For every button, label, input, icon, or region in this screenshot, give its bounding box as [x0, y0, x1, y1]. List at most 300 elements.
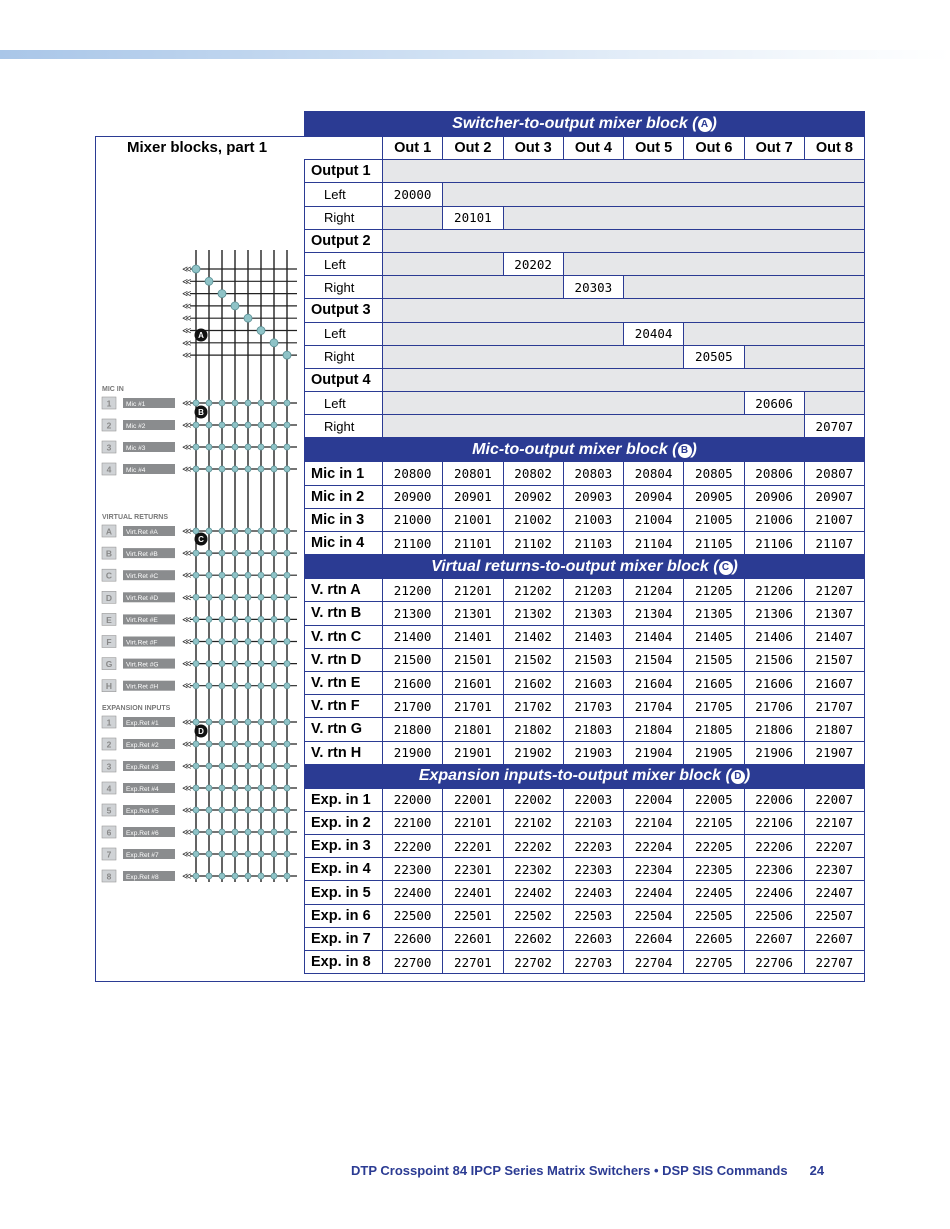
command-value: 21301 — [443, 602, 503, 625]
crosspoint-node-icon — [205, 277, 213, 285]
input-tick-icon: ≪ — [182, 301, 192, 312]
input-name: Exp.Ret #1 — [126, 719, 159, 727]
mixer-row — [305, 485, 865, 508]
mixer-row — [305, 625, 865, 648]
crosspoint-node-icon — [219, 444, 225, 450]
channel-label: Left — [305, 392, 383, 415]
command-value: 22607 — [744, 927, 804, 950]
crosspoint-node-icon — [271, 683, 277, 689]
crosspoint-node-icon — [245, 807, 251, 813]
crosspoint-node-icon — [206, 639, 212, 645]
crosspoint-node-icon — [245, 661, 251, 667]
crosspoint-node-icon — [193, 444, 199, 450]
crosspoint-node-icon — [219, 422, 225, 428]
command-value: 22403 — [563, 881, 623, 904]
command-value: 22106 — [744, 811, 804, 834]
input-tick-icon: ≪ — [182, 762, 192, 772]
command-value: 22402 — [503, 881, 563, 904]
input-number: 2 — [106, 739, 112, 750]
block-title-text: Mic-to-output mixer block ( — [472, 440, 678, 458]
crosspoint-node-icon — [193, 741, 199, 747]
empty-cells-after — [624, 276, 865, 299]
output-channel-row — [305, 183, 865, 206]
command-value: 21003 — [563, 508, 623, 531]
output-empty-span — [383, 368, 865, 391]
empty-cells-after — [744, 345, 865, 368]
command-value: 22107 — [804, 811, 864, 834]
output-channel-row — [305, 276, 865, 299]
mixer-row — [305, 811, 865, 834]
mixer-row — [305, 648, 865, 671]
crosspoint-node-icon — [271, 528, 277, 534]
command-value: 22603 — [563, 927, 623, 950]
crosspoint-node-icon — [271, 829, 277, 835]
crosspoint-node-icon — [258, 528, 264, 534]
command-value: 22600 — [383, 927, 443, 950]
command-value: 22207 — [804, 835, 864, 858]
block-marker-icon: B — [678, 444, 692, 458]
command-value: 22000 — [383, 788, 443, 811]
command-value: 22607 — [804, 927, 864, 950]
command-value: 21402 — [503, 625, 563, 648]
crosspoint-node-icon — [245, 572, 251, 578]
crosspoint-node-icon — [245, 422, 251, 428]
crosspoint-node-icon — [271, 422, 277, 428]
crosspoint-node-icon — [193, 661, 199, 667]
crosspoint-node-icon — [271, 785, 277, 791]
crosspoint-node-icon — [271, 763, 277, 769]
mixer-row — [305, 741, 865, 764]
input-name: Virt.Ret #G — [126, 661, 159, 669]
crosspoint-node-icon — [193, 422, 199, 428]
input-tick-icon: ≪ — [182, 806, 192, 816]
mixer-block-table — [304, 111, 865, 974]
mixer-row — [305, 788, 865, 811]
command-value: 21602 — [503, 671, 563, 694]
command-value: 22307 — [804, 858, 864, 881]
command-value: 21707 — [804, 695, 864, 718]
command-value: 22105 — [684, 811, 744, 834]
row-label: Mic in 4 — [305, 532, 383, 555]
crosspoint-node-icon — [232, 851, 238, 857]
command-value: 20803 — [563, 462, 623, 485]
block-title-end: ) — [744, 767, 751, 785]
command-value: 21807 — [804, 718, 864, 741]
input-tick-icon: ≪ — [182, 314, 192, 325]
command-value: 21203 — [563, 579, 623, 602]
command-value: 21007 — [804, 508, 864, 531]
command-value: 22707 — [804, 951, 864, 974]
command-value: 21307 — [804, 602, 864, 625]
command-value: 21604 — [624, 671, 684, 694]
crosspoint-node-icon — [284, 422, 290, 428]
command-value: 21401 — [443, 625, 503, 648]
crosspoint-node-icon — [284, 639, 290, 645]
input-name: Mic #3 — [126, 444, 146, 452]
row-label: Exp. in 8 — [305, 951, 383, 974]
empty-cells-after — [804, 392, 864, 415]
command-value: 22401 — [443, 881, 503, 904]
crosspoint-node-icon — [271, 400, 277, 406]
command-value: 22404 — [624, 881, 684, 904]
command-value: 21204 — [624, 579, 684, 602]
crosspoint-node-icon — [193, 550, 199, 556]
command-value: 20101 — [443, 206, 503, 229]
mixer-row — [305, 462, 865, 485]
block-marker-letter: C — [198, 535, 204, 544]
crosspoint-node-icon — [193, 719, 199, 725]
command-value: 21100 — [383, 532, 443, 555]
input-tick-icon: ≪ — [182, 338, 192, 349]
command-value: 21706 — [744, 695, 804, 718]
crosspoint-node-icon — [284, 829, 290, 835]
crosspoint-node-icon — [232, 550, 238, 556]
output-empty-span — [383, 229, 865, 252]
crosspoint-node-icon — [219, 763, 225, 769]
crosspoint-node-icon — [232, 444, 238, 450]
input-name: Exp.Ret #8 — [126, 873, 159, 881]
channel-label: Right — [305, 276, 383, 299]
crosspoint-node-icon — [245, 785, 251, 791]
empty-cells-after — [443, 183, 865, 206]
mixer-row — [305, 927, 865, 950]
mixer-crosspoint-diagram — [100, 240, 305, 890]
command-value: 22305 — [684, 858, 744, 881]
output-channel-row — [305, 345, 865, 368]
column-header-out6: Out 6 — [684, 137, 744, 160]
command-value: 20805 — [684, 462, 744, 485]
crosspoint-node-icon — [232, 422, 238, 428]
row-label: V. rtn B — [305, 602, 383, 625]
command-value: 20707 — [804, 415, 864, 438]
crosspoint-node-icon — [206, 873, 212, 879]
command-value: 21607 — [804, 671, 864, 694]
crosspoint-node-icon — [193, 851, 199, 857]
command-value: 21605 — [684, 671, 744, 694]
command-value: 22100 — [383, 811, 443, 834]
crosspoint-node-icon — [219, 785, 225, 791]
block-marker-letter: A — [198, 331, 204, 340]
input-name: Exp.Ret #6 — [126, 829, 159, 837]
crosspoint-node-icon — [245, 400, 251, 406]
command-value: 21901 — [443, 741, 503, 764]
crosspoint-node-icon — [245, 466, 251, 472]
block-title — [305, 764, 865, 788]
crosspoint-node-icon — [244, 314, 252, 322]
column-header-out7: Out 7 — [744, 137, 804, 160]
crosspoint-node-icon — [284, 763, 290, 769]
crosspoint-node-icon — [193, 807, 199, 813]
block-title-text: Virtual returns-to-output mixer block ( — [431, 557, 719, 575]
input-name: Virt.Ret #E — [126, 617, 158, 625]
input-number: 6 — [106, 827, 112, 838]
command-value: 21601 — [443, 671, 503, 694]
input-tick-icon: ≪ — [182, 740, 192, 750]
crosspoint-node-icon — [271, 572, 277, 578]
command-value: 22202 — [503, 835, 563, 858]
row-label: Exp. in 4 — [305, 858, 383, 881]
command-value: 22306 — [744, 858, 804, 881]
command-value: 20000 — [383, 183, 443, 206]
crosspoint-node-icon — [258, 550, 264, 556]
input-number: D — [105, 592, 113, 603]
input-tick-icon: ≪ — [182, 659, 192, 670]
command-value: 21906 — [744, 741, 804, 764]
command-value: 21704 — [624, 695, 684, 718]
command-value: 22502 — [503, 904, 563, 927]
command-value: 22506 — [744, 904, 804, 927]
crosspoint-node-icon — [271, 616, 277, 622]
command-value: 22205 — [684, 835, 744, 858]
crosspoint-node-icon — [232, 873, 238, 879]
crosspoint-node-icon — [232, 616, 238, 622]
command-value: 22103 — [563, 811, 623, 834]
command-value: 21104 — [624, 532, 684, 555]
command-value: 21500 — [383, 648, 443, 671]
crosspoint-node-icon — [271, 719, 277, 725]
crosspoint-node-icon — [284, 807, 290, 813]
command-value: 22507 — [804, 904, 864, 927]
input-number: F — [106, 637, 112, 647]
input-number: 4 — [106, 464, 112, 475]
input-tick-icon: ≪ — [182, 265, 192, 275]
crosspoint-node-icon — [284, 594, 290, 600]
diagram-group-label: MIC IN — [102, 386, 124, 393]
block-marker-letter: B — [198, 408, 204, 417]
crosspoint-node-icon — [284, 851, 290, 857]
command-value: 21905 — [684, 741, 744, 764]
command-value: 21102 — [503, 532, 563, 555]
command-value: 20902 — [503, 485, 563, 508]
input-number: B — [105, 548, 113, 559]
crosspoint-node-icon — [284, 400, 290, 406]
output-channel-row — [305, 322, 865, 345]
crosspoint-node-icon — [270, 339, 278, 347]
column-header-out5: Out 5 — [624, 137, 684, 160]
command-value: 22706 — [744, 951, 804, 974]
command-value: 21304 — [624, 602, 684, 625]
crosspoint-node-icon — [245, 873, 251, 879]
mixer-row — [305, 671, 865, 694]
command-value: 21802 — [503, 718, 563, 741]
crosspoint-node-icon — [245, 528, 251, 534]
crosspoint-node-icon — [232, 829, 238, 835]
output-empty-span — [383, 299, 865, 322]
command-value: 20505 — [684, 345, 744, 368]
crosspoint-node-icon — [192, 265, 200, 273]
crosspoint-node-icon — [271, 873, 277, 879]
command-value: 22004 — [624, 788, 684, 811]
command-value: 21106 — [744, 532, 804, 555]
crosspoint-node-icon — [258, 444, 264, 450]
command-value: 20806 — [744, 462, 804, 485]
crosspoint-node-icon — [206, 616, 212, 622]
crosspoint-node-icon — [271, 741, 277, 747]
block-header-row — [305, 438, 865, 462]
crosspoint-node-icon — [284, 661, 290, 667]
input-tick-icon: ≪ — [182, 443, 192, 453]
crosspoint-node-icon — [219, 851, 225, 857]
crosspoint-node-icon — [206, 422, 212, 428]
command-value: 20804 — [624, 462, 684, 485]
output-group-row — [305, 160, 865, 183]
input-name: Virt.Ret #B — [126, 550, 158, 558]
row-label: Mic in 2 — [305, 485, 383, 508]
output-channel-row — [305, 415, 865, 438]
crosspoint-node-icon — [219, 683, 225, 689]
crosspoint-node-icon — [206, 572, 212, 578]
crosspoint-node-icon — [283, 351, 291, 359]
input-tick-icon: ≪ — [182, 571, 192, 582]
input-name: Virt.Ret #C — [126, 573, 159, 580]
input-tick-icon: ≪ — [182, 718, 192, 728]
command-value: 21202 — [503, 579, 563, 602]
output-group-row — [305, 229, 865, 252]
input-number: H — [105, 681, 113, 692]
output-name: Output 2 — [305, 229, 383, 252]
command-value: 22701 — [443, 951, 503, 974]
crosspoint-node-icon — [232, 763, 238, 769]
command-value: 21205 — [684, 579, 744, 602]
input-name: Virt.Ret #H — [126, 683, 159, 691]
crosspoint-node-icon — [232, 785, 238, 791]
column-header-out4: Out 4 — [563, 137, 623, 160]
mixer-row — [305, 532, 865, 555]
command-value: 20202 — [503, 252, 563, 275]
mixer-row — [305, 904, 865, 927]
command-value: 21907 — [804, 741, 864, 764]
command-value: 20303 — [563, 276, 623, 299]
crosspoint-node-icon — [193, 616, 199, 622]
column-header-corner — [305, 137, 383, 160]
command-value: 22200 — [383, 835, 443, 858]
command-value: 21005 — [684, 508, 744, 531]
command-value: 21904 — [624, 741, 684, 764]
crosspoint-node-icon — [193, 873, 199, 879]
command-value: 21000 — [383, 508, 443, 531]
command-value: 20901 — [443, 485, 503, 508]
command-value: 21806 — [744, 718, 804, 741]
block-title-end: ) — [732, 557, 738, 575]
command-value: 21504 — [624, 648, 684, 671]
input-tick-icon: ≪ — [182, 637, 192, 648]
command-value: 21803 — [563, 718, 623, 741]
command-value: 21600 — [383, 671, 443, 694]
empty-cells-after — [563, 252, 864, 275]
input-number: 3 — [106, 761, 112, 772]
command-value: 21400 — [383, 625, 443, 648]
input-name: Virt.Ret #D — [126, 595, 159, 603]
command-value: 22201 — [443, 835, 503, 858]
command-value: 21206 — [744, 579, 804, 602]
crosspoint-node-icon — [219, 807, 225, 813]
input-number: 7 — [106, 849, 112, 860]
mixer-row — [305, 602, 865, 625]
command-value: 22006 — [744, 788, 804, 811]
input-number: 8 — [106, 871, 112, 882]
crosspoint-node-icon — [284, 616, 290, 622]
input-name: Exp.Ret #7 — [126, 851, 159, 859]
row-label: Exp. in 6 — [305, 904, 383, 927]
block-title-text: Switcher-to-output mixer block ( — [452, 115, 698, 132]
crosspoint-node-icon — [206, 851, 212, 857]
command-value: 20606 — [744, 392, 804, 415]
command-value: 21101 — [443, 532, 503, 555]
input-tick-icon: ≪ — [182, 850, 192, 860]
input-tick-icon: ≪ — [182, 784, 192, 794]
command-value: 22005 — [684, 788, 744, 811]
input-tick-icon: ≪ — [182, 872, 192, 882]
command-value: 21105 — [684, 532, 744, 555]
empty-cells-before — [383, 322, 624, 345]
row-label: V. rtn F — [305, 695, 383, 718]
crosspoint-node-icon — [219, 400, 225, 406]
crosspoint-node-icon — [258, 400, 264, 406]
input-tick-icon: ≪ — [182, 549, 192, 560]
crosspoint-node-icon — [219, 594, 225, 600]
block-title-end: ) — [711, 115, 717, 132]
input-tick-icon: ≪ — [182, 828, 192, 838]
input-number: 5 — [106, 805, 112, 816]
command-value: 22102 — [503, 811, 563, 834]
command-value: 21902 — [503, 741, 563, 764]
crosspoint-node-icon — [258, 785, 264, 791]
crosspoint-node-icon — [206, 466, 212, 472]
crosspoint-node-icon — [271, 639, 277, 645]
command-value: 21903 — [563, 741, 623, 764]
diagram-group-label: VIRTUAL RETURNS — [102, 514, 168, 521]
command-value: 20802 — [503, 462, 563, 485]
crosspoint-node-icon — [219, 572, 225, 578]
header-gradient-bar — [0, 50, 950, 59]
block-header-row — [305, 764, 865, 788]
crosspoint-node-icon — [206, 807, 212, 813]
crosspoint-node-icon — [193, 594, 199, 600]
block-title — [305, 112, 865, 137]
crosspoint-node-icon — [206, 719, 212, 725]
input-number: A — [105, 526, 113, 537]
crosspoint-node-icon — [284, 873, 290, 879]
input-name: Exp.Ret #2 — [126, 741, 159, 749]
crosspoint-node-icon — [245, 719, 251, 725]
crosspoint-node-icon — [245, 616, 251, 622]
command-value: 21103 — [563, 532, 623, 555]
empty-cells-before — [383, 345, 684, 368]
crosspoint-node-icon — [193, 785, 199, 791]
command-value: 21207 — [804, 579, 864, 602]
crosspoint-node-icon — [245, 829, 251, 835]
block-title — [305, 438, 865, 462]
page-footer — [351, 1163, 824, 1178]
command-value: 21507 — [804, 648, 864, 671]
mixer-row — [305, 718, 865, 741]
block-title — [305, 555, 865, 579]
crosspoint-node-icon — [258, 763, 264, 769]
crosspoint-node-icon — [193, 639, 199, 645]
crosspoint-node-icon — [219, 741, 225, 747]
crosspoint-node-icon — [206, 528, 212, 534]
crosspoint-node-icon — [245, 741, 251, 747]
command-value: 21406 — [744, 625, 804, 648]
output-channel-row — [305, 206, 865, 229]
command-value: 21201 — [443, 579, 503, 602]
mixer-row — [305, 695, 865, 718]
output-channel-row — [305, 392, 865, 415]
crosspoint-node-icon — [219, 719, 225, 725]
crosspoint-node-icon — [219, 661, 225, 667]
crosspoint-node-icon — [193, 763, 199, 769]
command-value: 21303 — [563, 602, 623, 625]
